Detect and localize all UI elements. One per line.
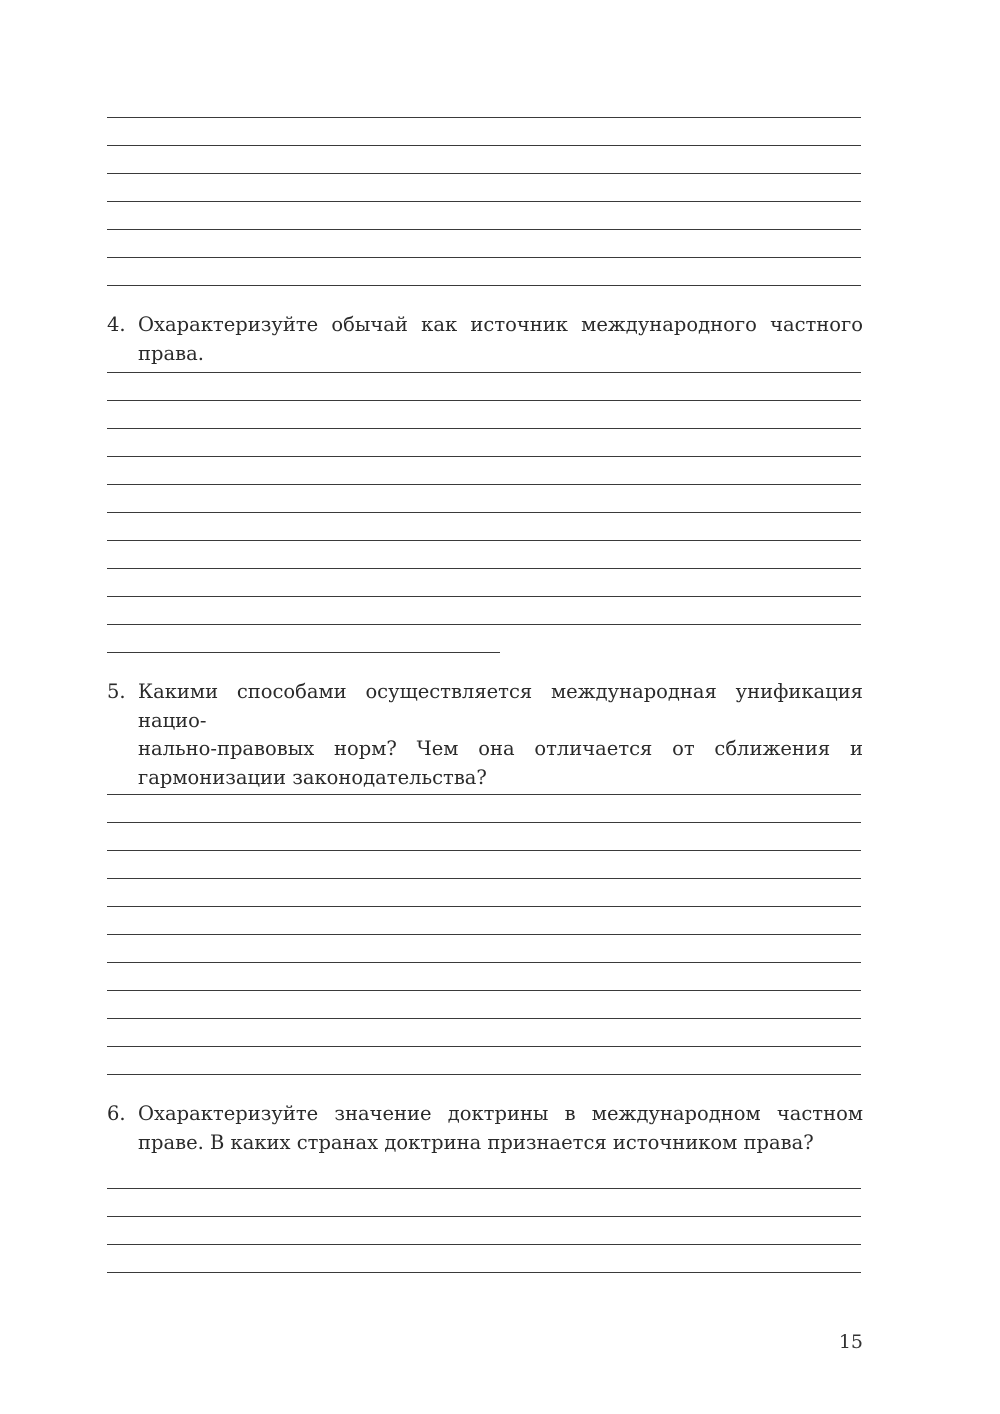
answer-line: [107, 1216, 861, 1217]
question-5: [107, 678, 863, 792]
question-number: 6.: [107, 1102, 126, 1125]
page-number: 15: [838, 1331, 863, 1353]
question-text: Охарактеризуйте значение доктрины в международном частном праве. В каких странах доктрина признается источником права?: [138, 1102, 863, 1154]
answer-line: [107, 145, 861, 146]
answer-line: [107, 934, 861, 935]
answer-line: [107, 1018, 861, 1019]
answer-line: [107, 850, 861, 851]
answer-line: [107, 906, 861, 907]
answer-line: [107, 257, 861, 258]
answer-line: [107, 400, 861, 401]
question-number: 5.: [107, 680, 126, 703]
answer-line: [107, 201, 861, 202]
answer-line: [107, 1188, 861, 1189]
answer-line: [107, 822, 861, 823]
answer-line: [107, 540, 861, 541]
answer-line: [107, 117, 861, 118]
question-4: [107, 311, 863, 368]
answer-line: [107, 1046, 861, 1047]
answer-line: [107, 512, 861, 513]
answer-line: [107, 372, 861, 373]
answer-line: [107, 990, 861, 991]
answer-line: [107, 229, 861, 230]
question-6: [107, 1100, 863, 1157]
answer-line: [107, 1244, 861, 1245]
answer-line: [107, 1074, 861, 1075]
question-number: 4.: [107, 313, 126, 336]
answer-line: [107, 596, 861, 597]
answer-line: [107, 456, 861, 457]
answer-line: [107, 173, 861, 174]
answer-line: [107, 878, 861, 879]
answer-line: [107, 568, 861, 569]
answer-line-short: [107, 652, 500, 653]
answer-line: [107, 962, 861, 963]
answer-line: [107, 624, 861, 625]
answer-line: [107, 794, 861, 795]
answer-line: [107, 484, 861, 485]
answer-line: [107, 428, 861, 429]
question-text: Какими способами осуществляется международная унификация нацио- нально-правовых норм? Чем она отличается от сближения и гармонизации законодательства?: [138, 680, 863, 789]
question-text: Охарактеризуйте обычай как источник международного частного права.: [138, 313, 863, 365]
answer-line: [107, 285, 861, 286]
answer-line: [107, 1272, 861, 1273]
